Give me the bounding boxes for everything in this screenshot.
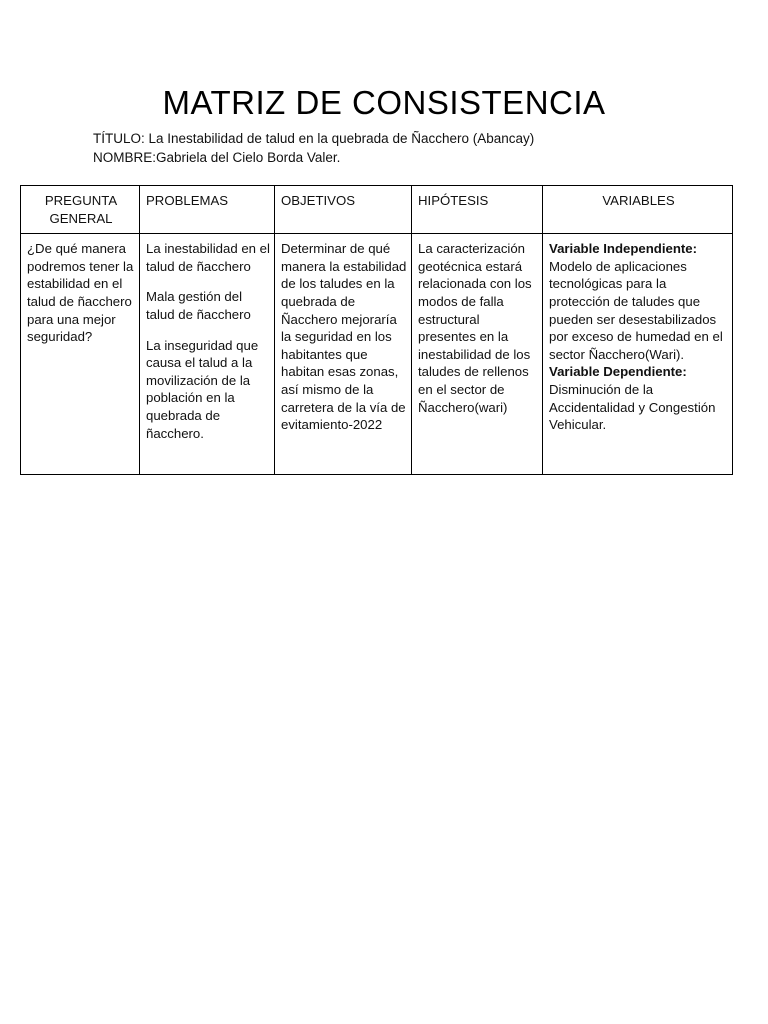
header-problemas: PROBLEMAS	[140, 186, 275, 234]
cell-problemas	[140, 234, 275, 475]
problema-item: La inestabilidad en el talud de ñacchero	[146, 241, 270, 274]
variable-independiente-label: Variable Independiente:	[549, 241, 698, 257]
problema-item: Mala gestión del talud de ñacchero	[146, 289, 251, 322]
cell-pregunta: ¿De qué manera podremos tener la estabilidad en el talud de ñacchero para una mejor seguridad?	[21, 234, 140, 475]
problema-item: La inseguridad que causa el talud a la movilización de la población en la quebrada de ñacchero.	[146, 337, 259, 441]
cell-objetivos: Determinar de qué manera la estabilidad de los taludes en la quebrada de Ñacchero mejoraría la seguridad en los habitantes que habitan esas zonas, así mismo de la carretera de la vía de evitamiento-2022	[275, 234, 412, 475]
table-row	[21, 234, 733, 475]
variable-dependiente-label: Variable Dependiente:	[549, 364, 687, 380]
header-variables: VARIABLES	[543, 186, 733, 234]
page-title: MATRIZ DE CONSISTENCIA	[162, 84, 606, 121]
cell-hipotesis: La caracterización geotécnica estará relacionada con los modos de falla estructural presentes en la inestabilidad de los taludes de rellenos en el sector de Ñacchero(wari)	[412, 234, 543, 475]
nombre-line: NOMBRE:Gabriela del Cielo Borda Valer.	[93, 150, 341, 165]
header-pregunta-general: PREGUNTA GENERAL	[21, 186, 140, 234]
cell-variables	[543, 234, 733, 475]
consistency-matrix-table	[20, 185, 733, 475]
variable-independiente-text: Modelo de aplicaciones tecnológicas para la protección de taludes que pueden ser desestabilizados por exceso de humedad en el sector Ñacchero(Wari).	[549, 258, 723, 362]
header-objetivos: OBJETIVOS	[275, 186, 412, 234]
header-hipotesis: HIPÓTESIS	[412, 186, 543, 234]
variable-dependiente-text: Disminución de la Accidentalidad y Congestión Vehicular.	[549, 381, 716, 433]
table-header-row	[21, 186, 733, 234]
titulo-line: TÍTULO: La Inestabilidad de talud en la quebrada de Ñacchero (Abancay)	[93, 131, 535, 146]
